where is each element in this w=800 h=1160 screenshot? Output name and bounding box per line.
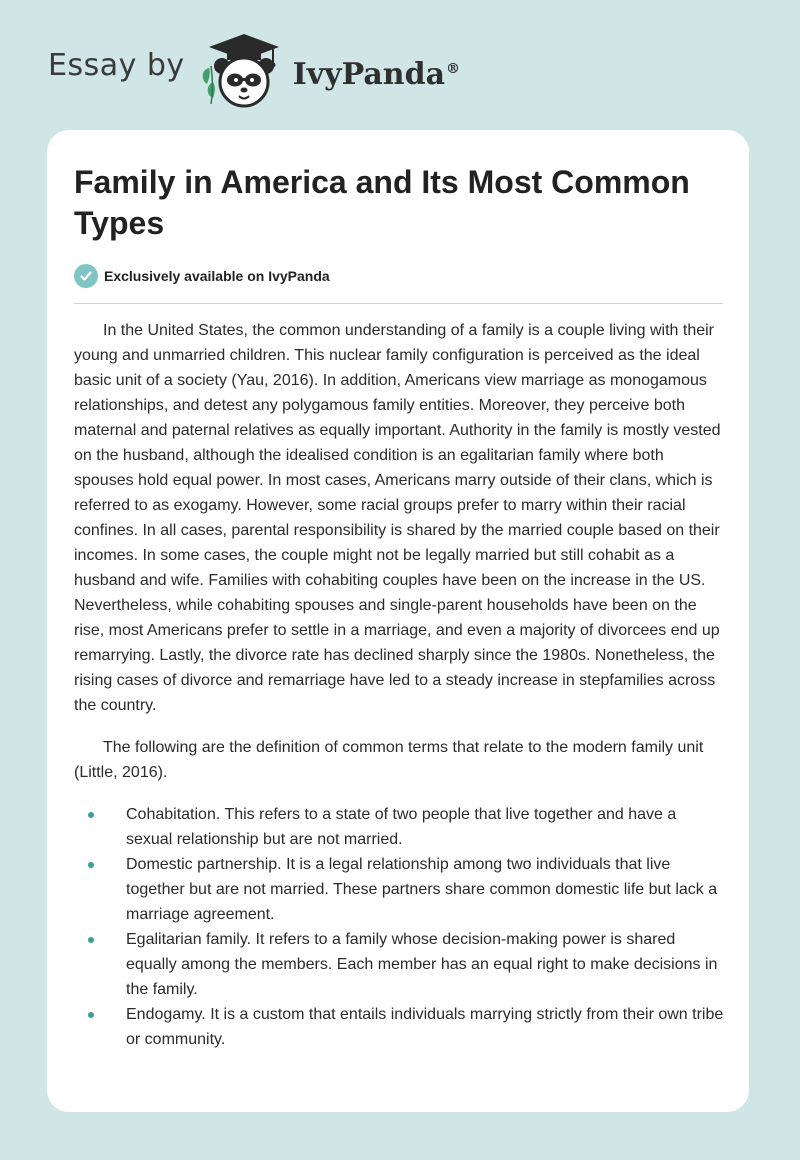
list-item [74, 1002, 724, 1052]
paragraph: The following are the definition of common terms that relate to the modern family unit (Little, 2016). [74, 739, 704, 781]
essay-card [47, 130, 749, 1112]
bullet-icon [88, 937, 94, 943]
list-item-text: Egalitarian family. It refers to a family whose decision-making power is shared equally among the members. Each member has an equal right to make decisions in the family. [126, 931, 718, 998]
brand-prefix: Essay by [48, 47, 185, 83]
divider [74, 303, 723, 304]
list-item [74, 802, 724, 852]
list-item-text: Domestic partnership. It is a legal relationship among two individuals that live together but are not married. These partners share common domestic life but lack a marriage agreement. [126, 856, 718, 923]
registered-mark: ® [446, 60, 461, 77]
essay-body [74, 318, 724, 1052]
list-item-text: Cohabitation. This refers to a state of two people that live together and have a sexual relationship but are not married. [126, 806, 677, 848]
panda-graduate-logo-icon [199, 30, 289, 110]
paragraph: In the United States, the common understanding of a family is a couple living with their young and unmarried children. This nuclear family configuration is perceived as the ideal basic unit of a society (Yau, 2016). In addition, Americans view marriage as monogamous relationships, and detest any polygamous family entities. Moreover, they perceive both maternal and paternal relatives as equally important. Authority in the family is mostly vested on the husband, although the idealised condition is an egalitarian family where both spouses hold equal power. In most cases, Americans marry outside of their clans, which is referred to as exogamy. However, some racial groups prefer to marry within their racial confines. In all cases, parental responsibility is shared by the married couple based on their incomes. In some cases, the couple might not be legally married but still cohabit as a husband and wife. Families with cohabiting couples have been on the increase in the US. Nevertheless, while cohabiting spouses and single-parent households have been on the rise, most Americans prefer to settle in a marriage, and even a majority of divorcees end up remarrying. Lastly, the divorce rate has declined sharply since the 1980s. Nonetheless, the rising cases of divorce and remarriage have led to a steady increase in stepfamilies across the country. [74, 322, 721, 714]
exclusive-label: Exclusively available on IvyPanda [104, 268, 330, 284]
ivy-leaf-icon [202, 66, 214, 104]
brand-name-text: IvyPanda [292, 56, 446, 92]
brand-name [293, 57, 460, 92]
list-item-text: Endogamy. It is a custom that entails individuals marrying strictly from their own tribe or community. [126, 1006, 724, 1048]
list-item [74, 927, 724, 1002]
bullet-icon [88, 812, 94, 818]
check-icon [74, 264, 98, 288]
bullet-icon [88, 862, 94, 868]
bullet-icon [88, 1012, 94, 1018]
brand-header [48, 30, 460, 110]
exclusive-badge [74, 264, 330, 288]
list-item [74, 852, 724, 927]
page-title: Family in America and Its Most Common Types [74, 164, 690, 241]
definition-list [74, 802, 724, 1052]
